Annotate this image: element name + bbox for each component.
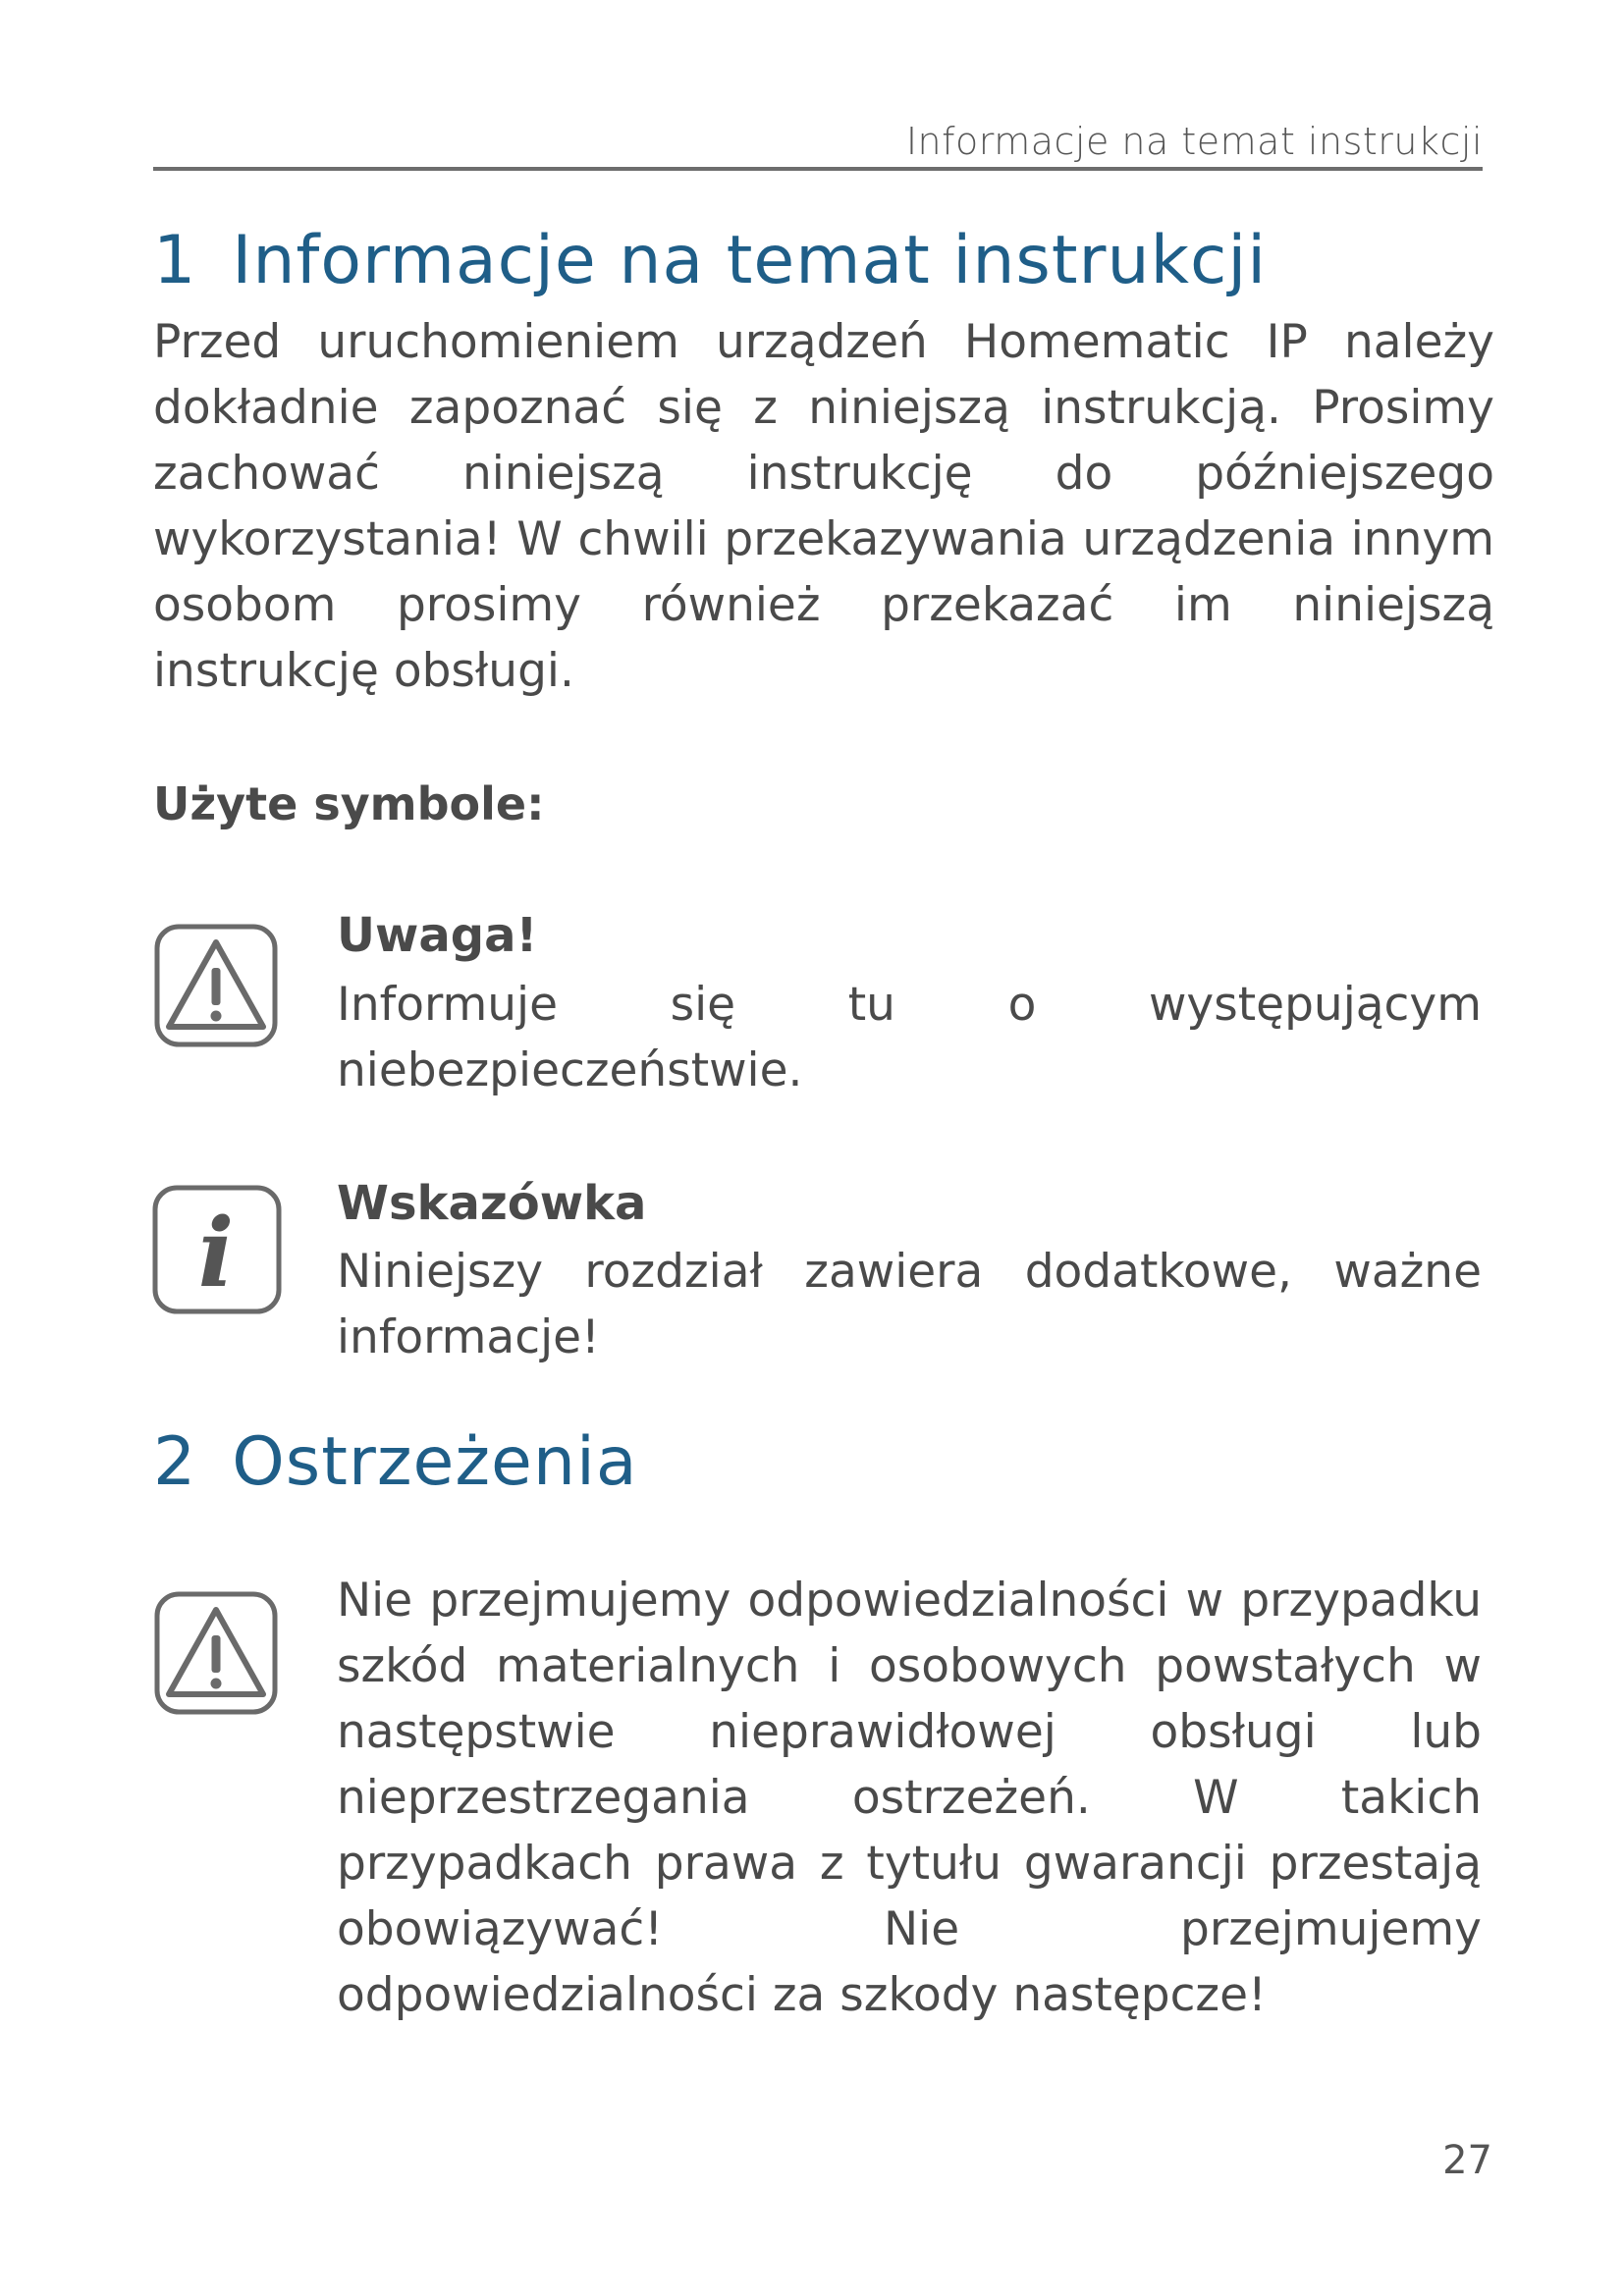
warning-triangle-icon (153, 923, 279, 1048)
section-1-number: 1 (153, 222, 197, 299)
caution-title: Uwaga! (337, 908, 538, 963)
running-header: Informacje na temat instrukcji (905, 120, 1483, 163)
svg-text:i: i (197, 1198, 235, 1308)
section-1-title: Informacje na temat instrukcji (232, 222, 1268, 299)
hint-text: Niniejszy rozdział zawiera dodatkowe, ważne informacje! (337, 1245, 1482, 1364)
header-divider (153, 167, 1483, 171)
section-2-heading (153, 1423, 638, 1501)
warning-triangle-icon (153, 1590, 279, 1716)
info-icon (151, 1184, 283, 1315)
symbols-label: Użyte symbole: (153, 777, 545, 830)
warning-text: Nie przejmujemy odpowiedzialności w przypadku szkód materialnych i osobowych powstałych w następstwie nieprawidłowej obsługi lub nieprzestrzegania ostrzeżeń. W takich przypadkach prawa z tytułu gwarancji przestają obowiązywać! Nie przejmujemy odpowiedzialności za szkody następcze! (337, 1574, 1482, 2022)
caution-text: Informuje się tu o występującym niebezpieczeństwie. (337, 978, 1482, 1097)
section-2-number: 2 (153, 1423, 197, 1501)
hint-title: Wskazówka (337, 1176, 647, 1231)
section-2-title: Ostrzeżenia (232, 1423, 638, 1501)
intro-paragraph: Przed uruchomieniem urządzeń Homematic IP należy dokładnie zapoznać się z niniejszą instrukcją. Prosimy zachować niniejszą instrukcję do późniejszego wykorzystania! W chwili przekazywania urządzenia innym osobom prosimy również przekazać im niniejszą instrukcję obsługi. (153, 315, 1494, 698)
page-number: 27 (1442, 2138, 1492, 2183)
section-1-heading (153, 222, 1267, 299)
